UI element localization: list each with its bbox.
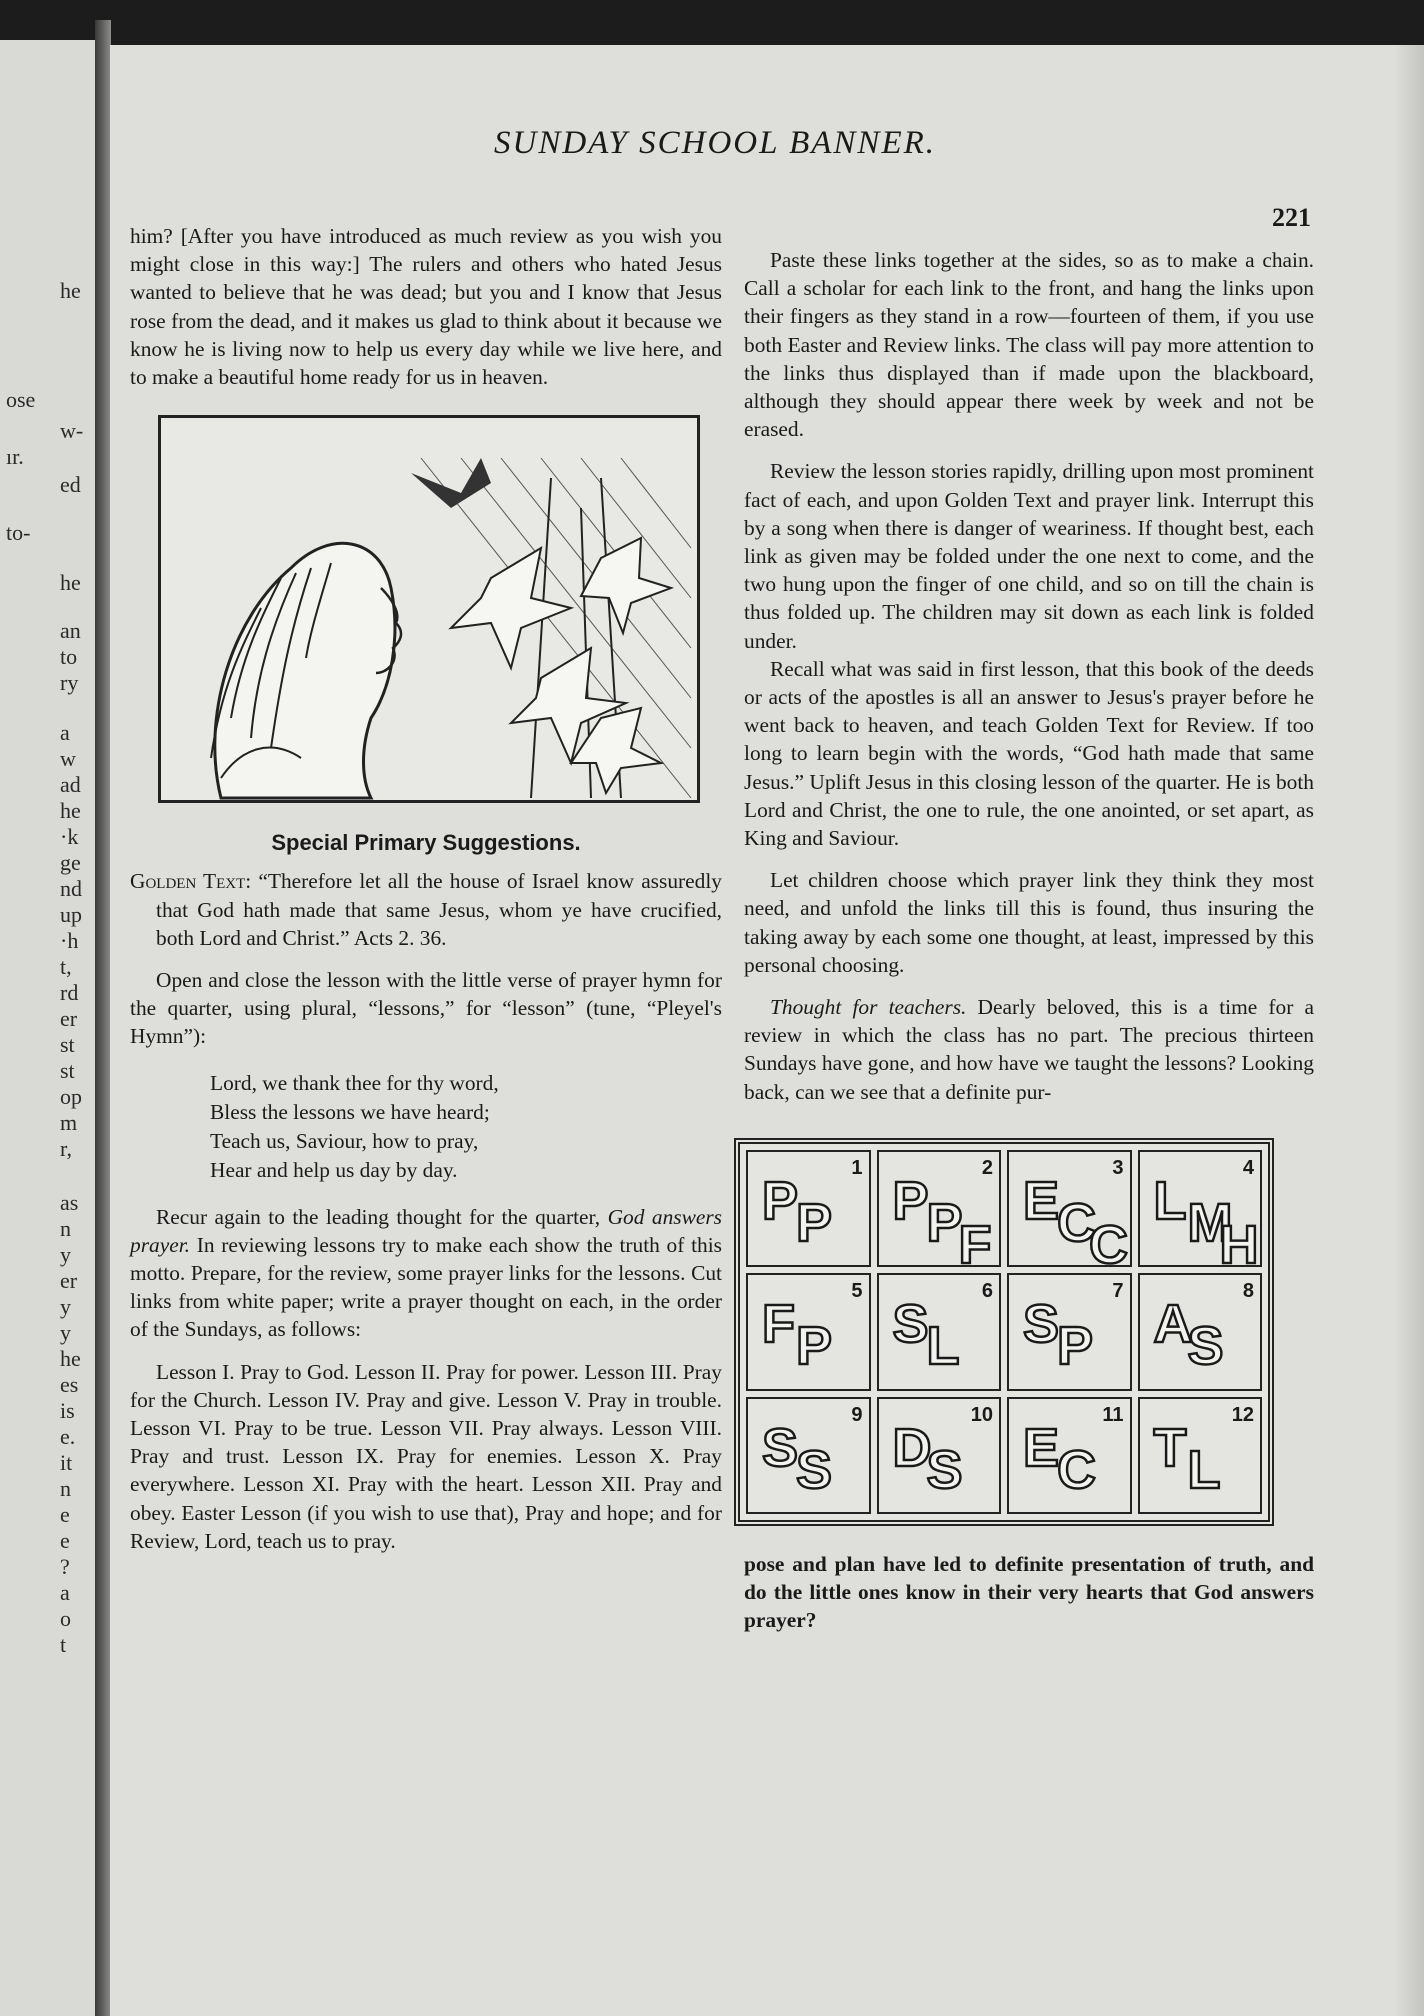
motto-letter: T bbox=[1153, 1417, 1187, 1478]
recur-motto: God answers prayer. bbox=[130, 1204, 722, 1257]
facing-page-text-fragment: r, bbox=[60, 1136, 72, 1161]
motto-letter: D bbox=[892, 1417, 932, 1478]
facing-page-text-fragment: ge bbox=[60, 850, 81, 875]
facing-page-text-fragment: es bbox=[60, 1372, 79, 1397]
golden-text bbox=[130, 867, 722, 952]
facing-page-text-fragment: w bbox=[60, 746, 76, 771]
right-column bbox=[744, 246, 1314, 1635]
facing-page-text-fragment: st bbox=[60, 1032, 75, 1057]
motto-letter: P bbox=[1057, 1316, 1094, 1377]
facing-page-text-fragment: t bbox=[60, 1632, 67, 1657]
motto-letter: H bbox=[1219, 1214, 1259, 1268]
facing-page-text-fragment: rd bbox=[60, 980, 79, 1005]
motto-letter: M bbox=[1187, 1192, 1233, 1253]
poem-line: Lord, we thank thee for thy word, bbox=[210, 1070, 499, 1095]
facing-page-text-fragment: e bbox=[60, 1502, 70, 1527]
facing-page-text-fragment: n bbox=[60, 1476, 71, 1501]
poem-line: Bless the lessons we have heard; bbox=[210, 1099, 490, 1124]
motto-cell bbox=[877, 1150, 1002, 1267]
motto-cell bbox=[1007, 1150, 1132, 1267]
motto-cell-number: 8 bbox=[1242, 1280, 1254, 1303]
closing-paragraph: pose and plan have led to definite presentation of truth, and do the little ones know in their very hearts that God answers prayer? bbox=[744, 1551, 1314, 1633]
facing-page-text-fragment: to bbox=[60, 644, 78, 669]
thought-paragraph bbox=[744, 993, 1314, 1106]
motto-cell-number: 7 bbox=[1112, 1280, 1124, 1303]
illustration-girl-lilies bbox=[158, 415, 700, 803]
motto-cell bbox=[746, 1273, 871, 1390]
recall-paragraph: Recall what was said in first lesson, that this book of the deeds or acts of the apostles is all an answer to Jesus's prayer before he went back to heaven, and teach Golden Text for Review. If too long to learn begin with the words, “God hath made that same Jesus.” Uplift Jesus in this closing lesson of the quarter. He is both Lord and Christ, the one to rule, the one anointed, or set apart, as King and Saviour. bbox=[744, 656, 1314, 851]
motto-letter: P bbox=[926, 1192, 963, 1253]
facing-page-text-fragment: an bbox=[60, 618, 81, 643]
facing-page-text-fragment: is bbox=[60, 1398, 75, 1423]
motto-letter: C bbox=[1057, 1439, 1096, 1500]
facing-page-text-fragment: nd bbox=[60, 876, 82, 901]
motto-letter: P bbox=[892, 1170, 929, 1231]
motto-letter: P bbox=[796, 1192, 833, 1253]
motto-letter: L bbox=[1187, 1439, 1221, 1500]
motto-cell bbox=[1138, 1150, 1263, 1267]
motto-letter: S bbox=[796, 1439, 833, 1500]
golden-text-label: Golden Text bbox=[130, 869, 246, 894]
book-gutter bbox=[95, 20, 111, 2016]
motto-cell-number: 12 bbox=[1231, 1403, 1254, 1426]
motto-cell bbox=[1007, 1273, 1132, 1390]
facing-page-text-fragment: ır. bbox=[6, 444, 24, 469]
page-number: 221 bbox=[1272, 203, 1311, 232]
poem-line: Hear and help us day by day. bbox=[210, 1157, 458, 1182]
facing-page-text-fragment: as bbox=[60, 1190, 79, 1215]
left-column bbox=[130, 222, 722, 1555]
motto-letter: S bbox=[892, 1294, 929, 1355]
facing-page-text-fragment: a bbox=[60, 720, 70, 745]
motto-cell bbox=[1007, 1397, 1132, 1514]
page-edge-shadow bbox=[1394, 45, 1424, 2016]
facing-page-text-fragment: ose bbox=[6, 387, 36, 412]
facing-page-text-fragment: er bbox=[60, 1268, 78, 1293]
facing-page-text-fragment: y bbox=[60, 1294, 71, 1319]
facing-page-text-fragment: o bbox=[60, 1606, 71, 1631]
facing-page-text-fragment: up bbox=[60, 902, 82, 927]
facing-page-text-fragment: ad bbox=[60, 772, 81, 797]
review-paragraph: Review the lesson stories rapidly, drilling upon most prominent fact of each, and upon Golden Text and prayer link. Interrupt this by a song when there is danger of weariness. If thought best, each link as given may be folded under the one next to come, and the two hung upon the finger of one child, and so on till the chain is thus folded up. The children may sit down as each link is folded under. bbox=[744, 459, 1314, 653]
facing-page-text-fragment: er bbox=[60, 1006, 78, 1031]
butterfly-icon bbox=[411, 458, 491, 508]
recur-rest: In reviewing lessons try to make each show the truth of this motto. Prepare, for the review, some prayer links for the lessons. Cut links from white paper; write a prayer thought on each, in the order of the Sundays, as follows: bbox=[130, 1232, 722, 1342]
children-paragraph: Let children choose which prayer link they think they most need, and unfold the links till this is found, thus insuring the taking away by each some one thought, at least, impressed by this personal choosing. bbox=[744, 868, 1314, 977]
motto-letter: S bbox=[762, 1417, 799, 1478]
motto-cell bbox=[1138, 1397, 1263, 1514]
open-close-paragraph: Open and close the lesson with the little verse of prayer hymn for the quarter, using plural, “lessons,” for “lesson” (tune, “Pleyel's Hymn”): bbox=[130, 968, 722, 1049]
motto-cell bbox=[746, 1397, 871, 1514]
motto-cell bbox=[1138, 1273, 1263, 1390]
motto-letter: C bbox=[1057, 1192, 1096, 1253]
motto-letter: S bbox=[1187, 1316, 1224, 1377]
motto-letter: L bbox=[926, 1316, 960, 1377]
motto-letter: F bbox=[762, 1294, 795, 1355]
facing-page-text-fragment: a bbox=[60, 1580, 70, 1605]
motto-letter: S bbox=[1023, 1294, 1060, 1355]
motto-cell-number: 4 bbox=[1242, 1156, 1254, 1179]
motto-letter: A bbox=[1153, 1294, 1193, 1355]
recur-start: Recur again to the leading thought for the quarter, bbox=[156, 1204, 608, 1229]
facing-page-text-fragment: he bbox=[60, 570, 81, 595]
facing-page-text-fragment: n bbox=[60, 1216, 71, 1241]
motto-cell bbox=[877, 1273, 1002, 1390]
thought-text: Dearly beloved, this is a time for a review in which the class has no part. The precious thirteen Sundays have gone, and how have we taught the lessons? Looking back, can we see that a definite pur- bbox=[744, 995, 1314, 1104]
motto-letter: E bbox=[1023, 1417, 1060, 1478]
facing-page-text-fragment: he bbox=[60, 1346, 81, 1371]
facing-page-text-fragment: ? bbox=[60, 1554, 70, 1579]
facing-page-text-fragment: w- bbox=[60, 418, 84, 443]
motto-letter: E bbox=[1023, 1170, 1060, 1231]
facing-page-text-fragment: st bbox=[60, 1058, 75, 1083]
facing-page-text-fragment: e. bbox=[60, 1424, 76, 1449]
paste-paragraph: Paste these links together at the sides, so as to make a chain. Call a scholar for each link to the front, and hang the links upon their fingers as they stand in a row—fourteen of them, if you use both Easter and Review links. The class will pay more attention to the links thus displayed than if made upon the blackboard, although they should appear there week by week and not be erased. bbox=[744, 248, 1314, 442]
motto-cell bbox=[746, 1150, 871, 1267]
facing-page-text-fragment: y bbox=[60, 1242, 71, 1267]
facing-page-text-fragment: ·h bbox=[60, 928, 79, 953]
motto-letter: P bbox=[762, 1170, 799, 1231]
facing-page-text-fragment: he bbox=[60, 798, 81, 823]
golden-text-body: : “Therefore let all the house of Israel know assuredly that God hath made that same Jesus, whom ye have crucified, both Lord and Christ.” Acts 2. 36. bbox=[156, 869, 722, 950]
motto-cell-number: 1 bbox=[851, 1156, 863, 1179]
facing-page-text-fragment: e bbox=[60, 1528, 70, 1553]
intro-paragraph: him? [After you have introduced as much review as you wish you might close in this way:] The rulers and others who hated Jesus wanted to believe that he was dead; but you and I know that Jesus rose from the dead, and it makes us glad to think about it because we know he is living now to help us every day while we live here, and to make a beautiful home ready for us in heaven. bbox=[130, 224, 722, 390]
recur-paragraph bbox=[130, 1203, 722, 1344]
facing-page-text-fragment: he bbox=[60, 278, 81, 303]
prayer-hymn-verse bbox=[210, 1069, 722, 1185]
thought-label: Thought for teachers. bbox=[770, 995, 967, 1020]
running-head: SUNDAY SCHOOL BANNER. bbox=[493, 125, 937, 161]
facing-page-text-fragment: ry bbox=[60, 670, 79, 695]
motto-letter: C bbox=[1089, 1214, 1128, 1268]
motto-cell-number: 6 bbox=[981, 1280, 993, 1303]
prayer-link-motto-grid bbox=[734, 1138, 1274, 1526]
motto-cell-number: 9 bbox=[851, 1403, 863, 1426]
motto-letter: P bbox=[796, 1316, 833, 1377]
facing-page-text-fragment: to- bbox=[6, 520, 31, 545]
motto-cell-number: 10 bbox=[970, 1403, 993, 1426]
facing-page-text-fragment: t, bbox=[60, 954, 72, 979]
facing-page-text-fragment: op bbox=[60, 1084, 82, 1109]
facing-page-text-fragment: it bbox=[60, 1450, 73, 1475]
motto-letter: F bbox=[958, 1214, 992, 1268]
motto-cell-number: 3 bbox=[1112, 1156, 1124, 1179]
facing-page-text-fragment: ·k bbox=[60, 824, 79, 849]
lessons-list: Lesson I. Pray to God. Lesson II. Pray for power. Lesson III. Pray for the Church. Lesson IV. Pray and give. Lesson V. Pray in trouble. Lesson VI. Pray to be true. Lesson VII. Pray always. Lesson VIII. Pray and trust. Lesson IX. Pray for enemies. Lesson X. Pray everywhere. Lesson XI. Pray with the heart. Lesson XII. Pray and obey. Easter Lesson (if you wish to use that), Pray and hope; and for Review, Lord, teach us to pray. bbox=[130, 1359, 722, 1553]
motto-cell-number: 2 bbox=[981, 1156, 993, 1179]
motto-letter: S bbox=[926, 1439, 963, 1500]
motto-letter: L bbox=[1153, 1170, 1187, 1231]
motto-cell-number: 5 bbox=[851, 1280, 863, 1303]
motto-cell-number: 11 bbox=[1102, 1403, 1124, 1426]
section-heading: Special Primary Suggestions. bbox=[271, 830, 581, 856]
facing-page-text-fragment: m bbox=[60, 1110, 78, 1135]
facing-page-text-fragment: y bbox=[60, 1320, 71, 1345]
facing-page-text-fragment: ed bbox=[60, 472, 81, 497]
motto-cell bbox=[877, 1397, 1002, 1514]
poem-line: Teach us, Saviour, how to pray, bbox=[210, 1128, 479, 1153]
facing-page-edge bbox=[0, 40, 100, 2016]
